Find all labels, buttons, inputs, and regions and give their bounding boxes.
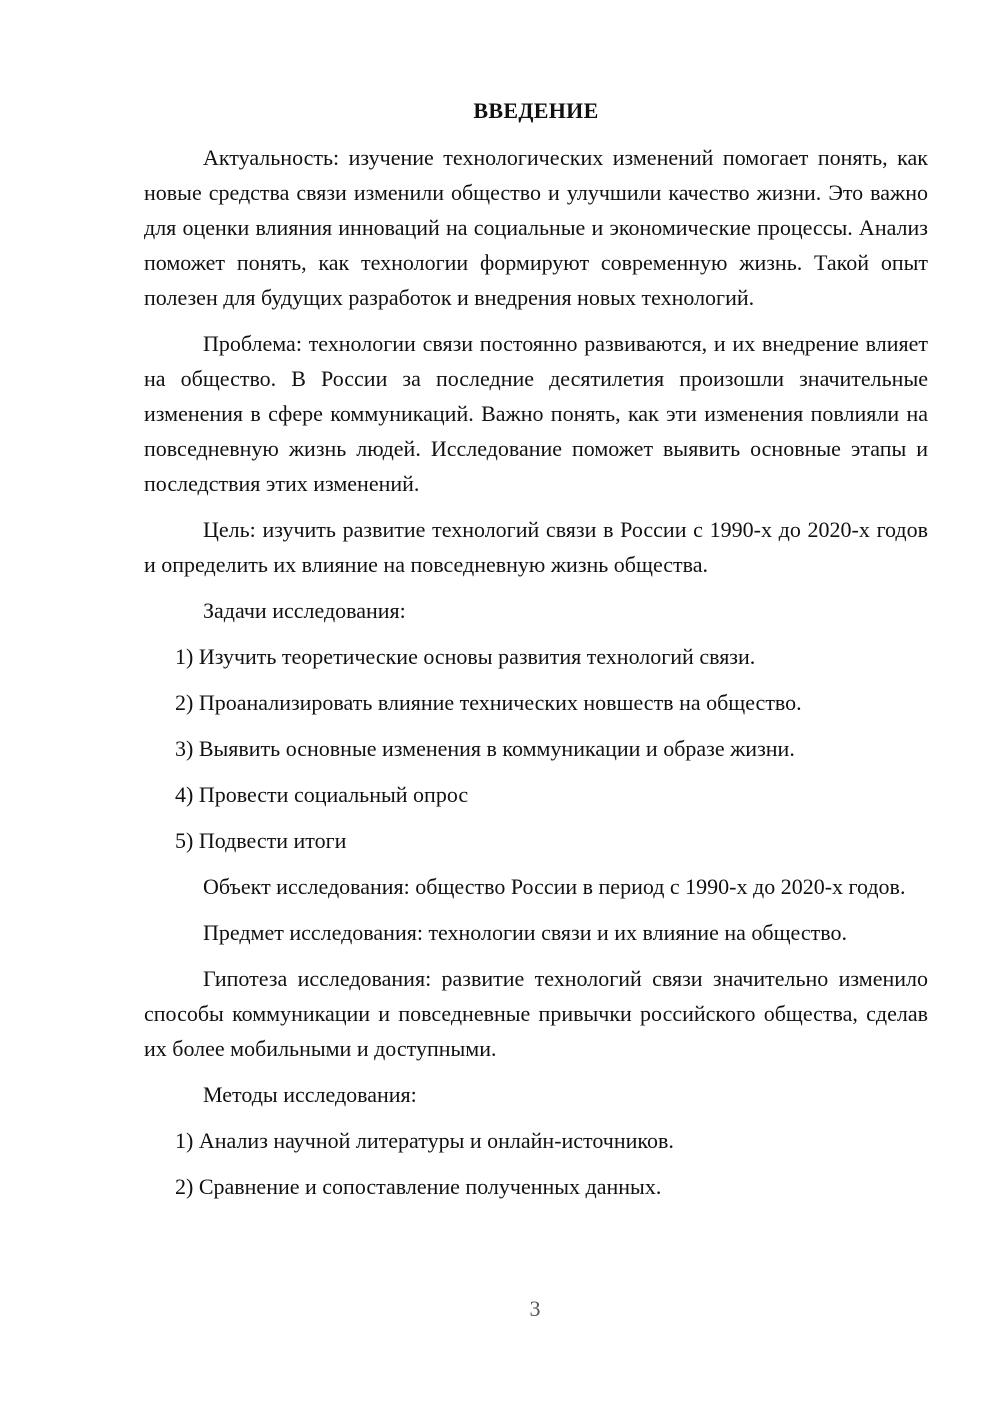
problem-paragraph: Проблема: технологии связи постоянно развиваются, и их внедрение влияет на общество. В России за последние десятилетия произошли значительные изменения в сфере коммуникаций. Важно понять, как эти изменения повлияли на повседневную жизнь людей. Исследование поможет выявить основные этапы и последствия этих изменений. <box>144 331 928 496</box>
subject-paragraph: Предмет исследования: технологии связи и их влияние на общество. <box>203 920 847 945</box>
hypothesis-paragraph: Гипотеза исследования: развитие технологий связи значительно изменило способы коммуникации и повседневные привычки российского общества, сделав их более мобильными и доступными. <box>144 966 928 1061</box>
list-item-task-4: 4) Провести социальный опрос <box>175 782 469 807</box>
list-item-method-1: 1) Анализ научной литературы и онлайн-источников. <box>175 1128 674 1153</box>
page-title: ВВЕДЕНИЕ <box>473 98 599 123</box>
list-item-task-1: 1) Изучить теоретические основы развития технологий связи. <box>175 644 756 669</box>
list-item-task-3: 3) Выявить основные изменения в коммуникации и образе жизни. <box>175 736 795 761</box>
relevance-paragraph: Актуальность: изучение технологических изменений помогает понять, как новые средства связи изменили общество и улучшили качество жизни. Это важно для оценки влияния инноваций на социальные и экономические процессы. Анализ поможет понять, как технологии формируют современную жизнь. Такой опыт полезен для будущих разработок и внедрения новых технологий. <box>144 145 928 310</box>
list-item-method-2: 2) Сравнение и сопоставление полученных данных. <box>175 1174 662 1199</box>
list-item-task-2: 2) Проанализировать влияние технических новшеств на общество. <box>175 690 802 715</box>
list-item-task-5: 5) Подвести итоги <box>175 828 347 853</box>
tasks-title: Задачи исследования: <box>203 598 406 623</box>
object-paragraph: Объект исследования: общество России в период с 1990-х до 2020-х годов. <box>203 874 906 899</box>
page-content <box>144 93 928 1215</box>
page-number: 3 <box>529 1296 541 1321</box>
goal-paragraph: Цель: изучить развитие технологий связи в России с 1990-х до 2020-х годов и определить их влияние на повседневную жизнь общества. <box>144 517 928 577</box>
methods-title: Методы исследования: <box>203 1082 417 1107</box>
